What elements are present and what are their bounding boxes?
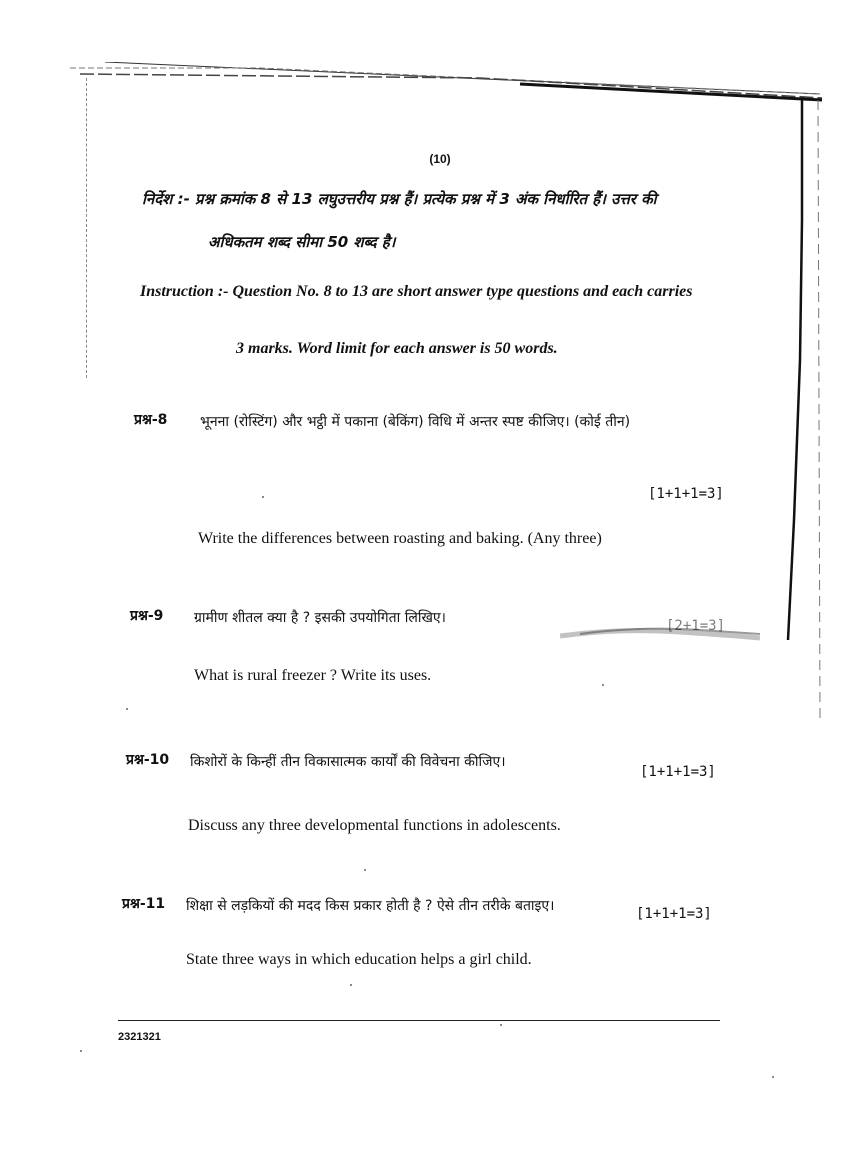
scan-speck xyxy=(350,984,352,986)
question-10-label: प्रश्न-10 xyxy=(126,752,170,768)
question-8-english: Write the differences between roasting and baking. (Any three) xyxy=(198,530,602,547)
scan-speck xyxy=(126,708,128,710)
question-9-hindi: ग्रामीण शीतल क्या है ? इसकी उपयोगिता लिखिए। xyxy=(194,610,446,626)
page-right-edge xyxy=(764,100,824,740)
question-9-marks: [2+1=3] xyxy=(666,618,726,634)
paper-code: 2321321 xyxy=(118,1031,161,1043)
question-8-label: प्रश्न-8 xyxy=(134,412,168,428)
question-10-hindi: किशोरों के किन्हीं तीन विकासात्मक कार्यों की विवेचना कीजिए। xyxy=(190,754,506,770)
footer-rule xyxy=(118,1020,720,1021)
scan-speck xyxy=(602,684,604,686)
scan-speck xyxy=(500,1024,502,1026)
page-number: (10) xyxy=(429,152,451,166)
question-8-hindi: भूनना (रोस्टिंग) और भट्ठी में पकाना (बेकिंग) विधि में अन्तर स्पष्ट कीजिए। (कोई तीन) xyxy=(200,414,631,430)
page-top-edge xyxy=(60,62,825,102)
question-10-english: Discuss any three developmental functions in adolescents. xyxy=(188,817,561,834)
scan-speck xyxy=(80,1050,82,1052)
instruction-english-line1: Instruction :- Question No. 8 to 13 are short answer type questions and each carries xyxy=(140,283,693,300)
scan-speck xyxy=(364,869,366,871)
question-11-english: State three ways in which education helps a girl child. xyxy=(186,951,532,968)
left-margin-rule xyxy=(86,78,88,378)
question-8-marks: [1+1+1=3] xyxy=(648,486,724,502)
question-9-label: प्रश्न-9 xyxy=(130,608,164,624)
scan-speck xyxy=(772,1076,774,1078)
scan-smudge xyxy=(560,618,760,644)
instruction-hindi-line2: अधिकतम शब्द सीमा 50 शब्द है। xyxy=(208,233,396,251)
question-10-marks: [1+1+1=3] xyxy=(640,764,716,780)
question-11-label: प्रश्न-11 xyxy=(122,896,166,912)
question-9-english: What is rural freezer ? Write its uses. xyxy=(194,667,432,684)
instruction-english-line2: 3 marks. Word limit for each answer is 50 words. xyxy=(236,340,558,357)
scan-speck xyxy=(262,496,264,498)
instruction-hindi-line1: निर्देश :- प्रश्न क्रमांक 8 से 13 लघुउत्तरीय प्रश्न हैं। प्रत्येक प्रश्न में 3 अंक निर्धारित हैं। उत्तर की xyxy=(142,190,657,208)
question-11-marks: [1+1+1=3] xyxy=(636,906,712,922)
question-11-hindi: शिक्षा से लड़कियों की मदद किस प्रकार होती है ? ऐसे तीन तरीके बताइए। xyxy=(186,898,555,914)
